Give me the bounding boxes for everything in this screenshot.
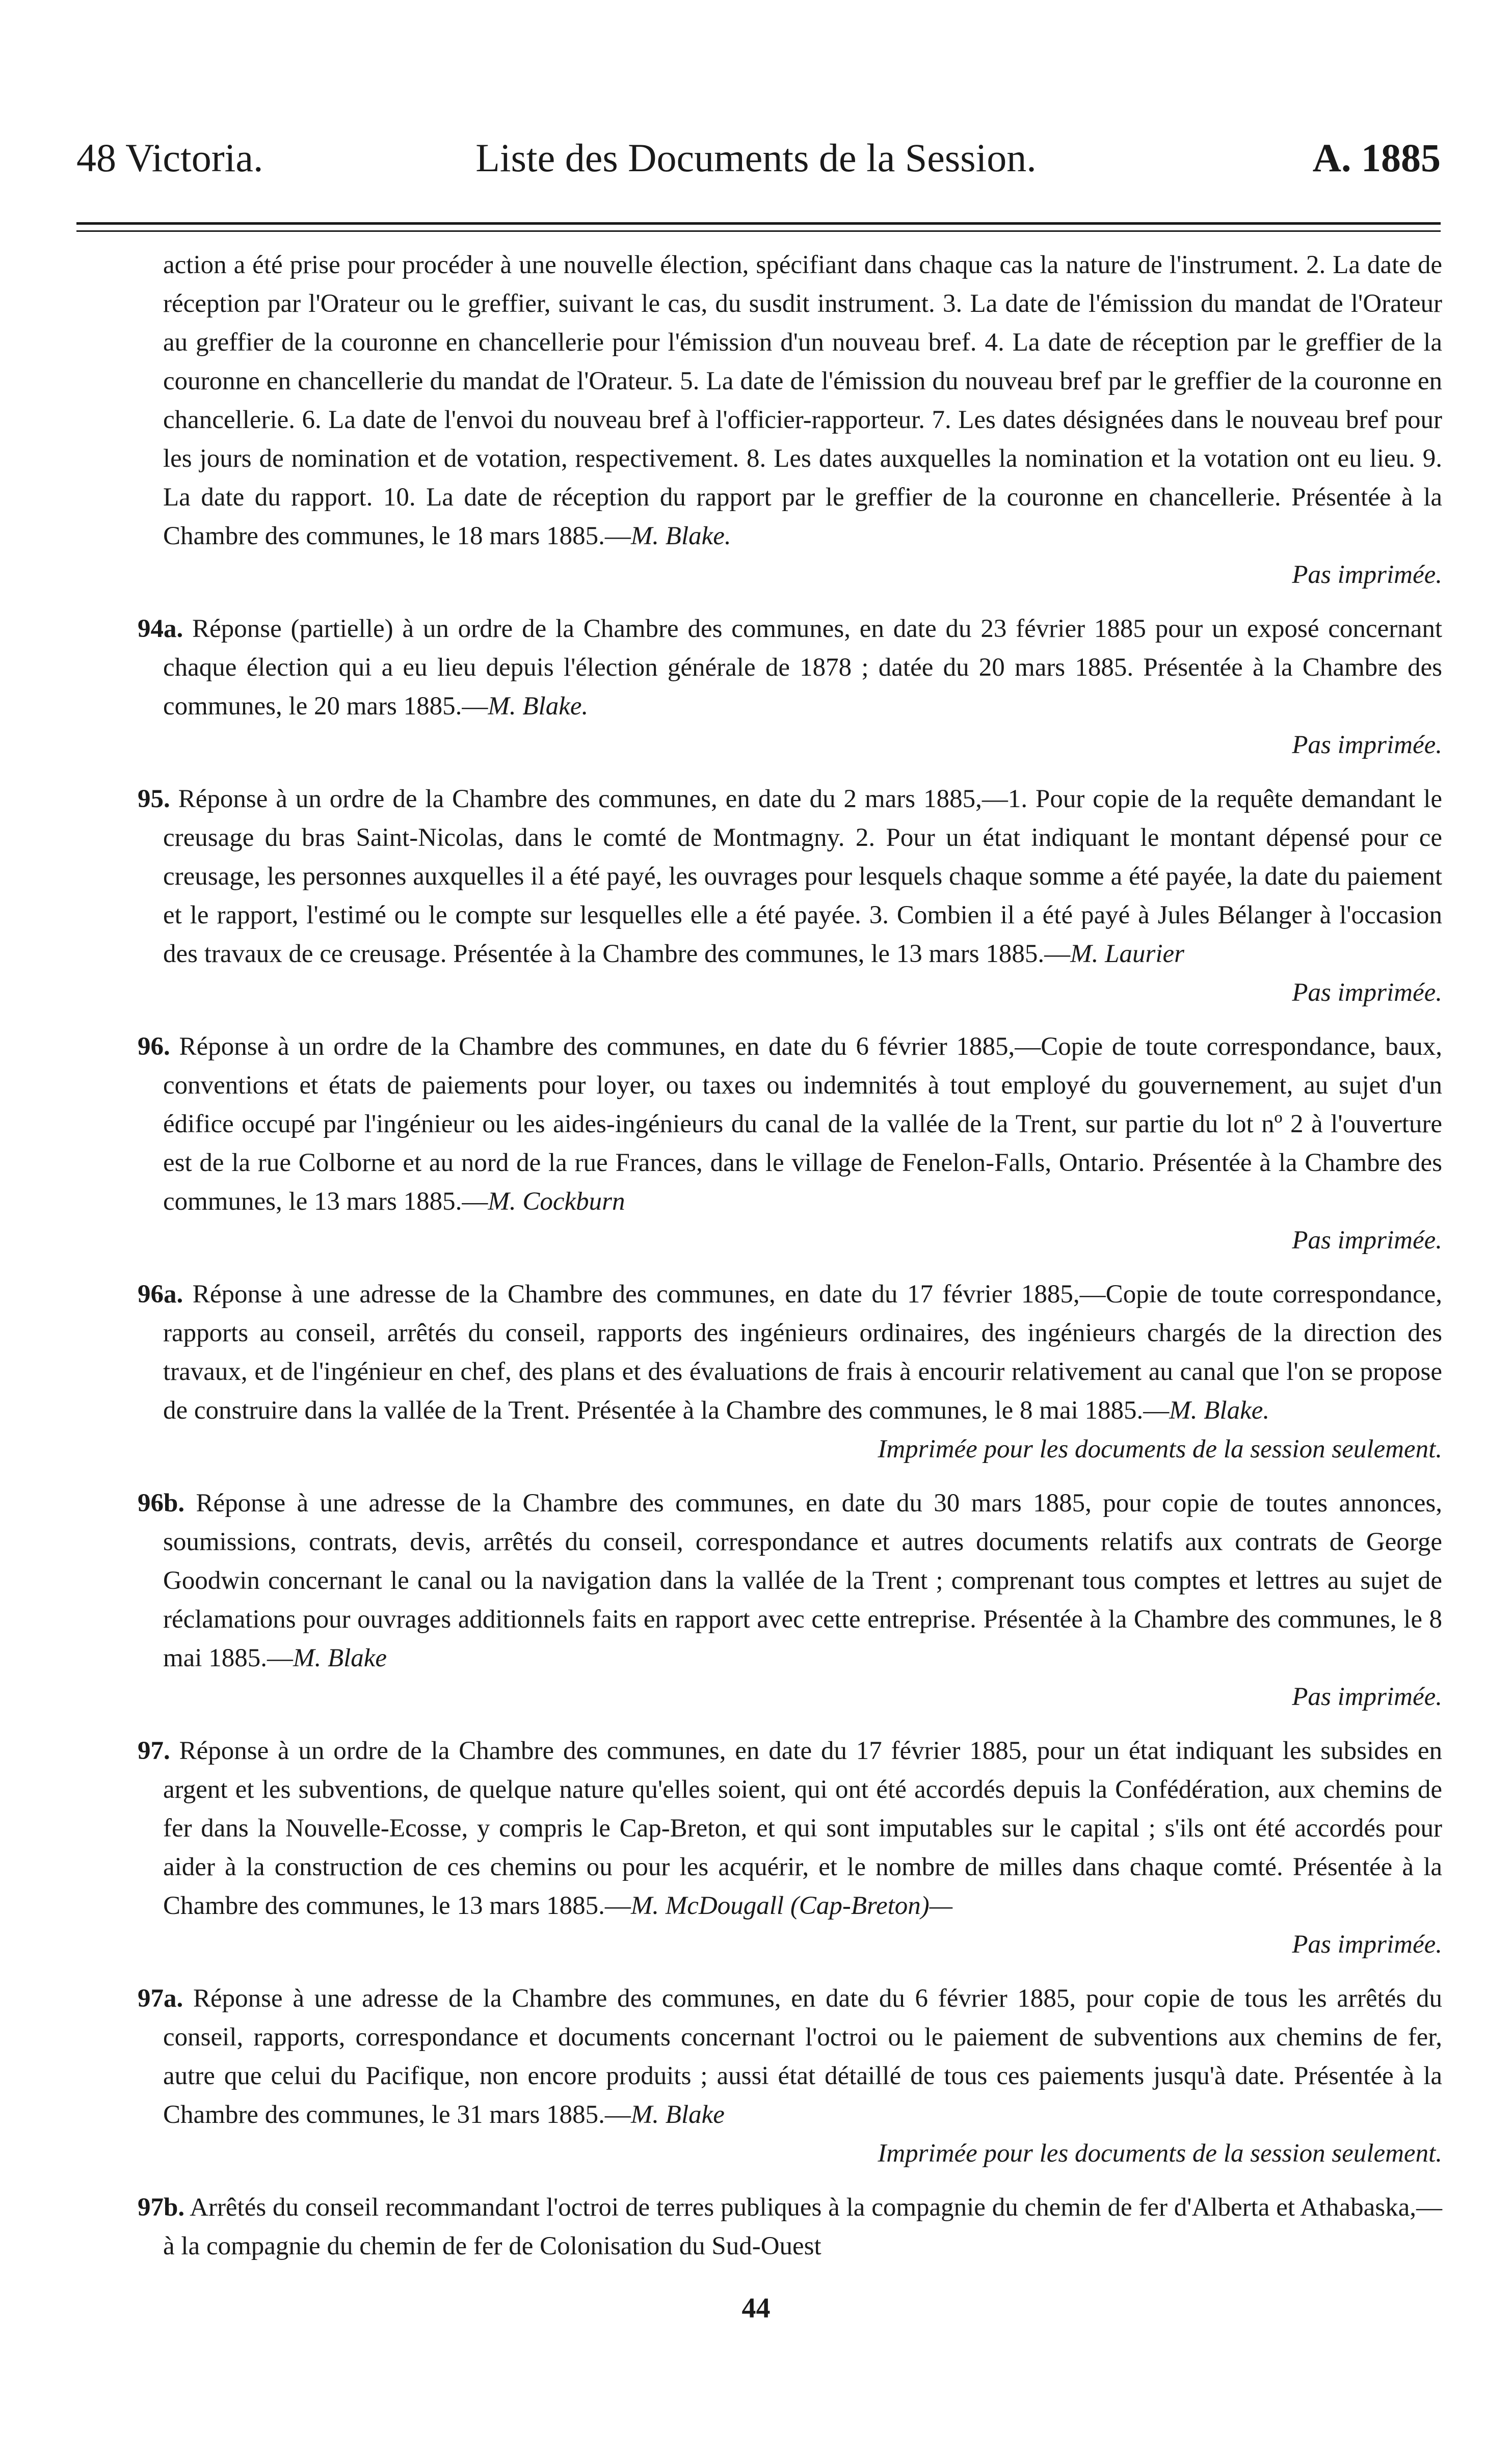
entry-member: M. McDougall (Cap-Breton)— [630, 1892, 953, 1920]
entry-member: M. Blake. [630, 522, 731, 550]
document-entry [163, 246, 1442, 594]
entry-status: Imprimée pour les documents de la session seulement. [878, 1435, 1442, 1463]
document-entry [138, 780, 1443, 1012]
header-title: Liste des Documents de la Session. [475, 136, 1037, 180]
entry-member: M. Blake [630, 2100, 725, 2129]
header-rule-thin [76, 230, 1441, 232]
entry-text: Réponse à une adresse de la Chambre des communes, en date du 17 février 1885,—Copie de toute correspondance, rapports au conseil, arrêtés du conseil, rapports des ingénieurs ordinaires, des ingénieurs chargés de la direction des travaux, et de l'ingénieur en chef, des plans et des évaluations de frais à encourir relativement au canal que l'on se propose de construire dans la vallée de la Trent. Présentée à la Chambre des communes, le 8 mai 1885.— [163, 1280, 1442, 1425]
entry-member: M. Laurier [1070, 940, 1184, 968]
document-entry [138, 1027, 1442, 1260]
entry-number: 96. [138, 1032, 170, 1061]
header-rule-thick [76, 222, 1441, 225]
entry-status: Pas imprimée. [1292, 561, 1442, 589]
entry-status: Pas imprimée. [1292, 1226, 1442, 1255]
entry-number: 97. [138, 1737, 170, 1765]
entry-status: Pas imprimée. [1292, 978, 1442, 1007]
page-number: 44 [741, 2293, 771, 2324]
entry-member: M. Blake. [488, 692, 589, 721]
entry-number: 97a. [138, 1984, 183, 2013]
document-entry [138, 2188, 1443, 2266]
entry-number: 95. [138, 785, 170, 813]
document-entry [138, 609, 1442, 764]
entry-text: Réponse à une adresse de la Chambre des communes, en date du 30 mars 1885, pour copie de toutes annonces, soumissions, contrats, devis, arrêtés du conseil, correspondance et autres documents relatifs aux contrats de George Goodwin concernant le canal ou la navigation dans la vallée de la Trent ; comprenant tous comptes et lettres au sujet de réclamations pour ouvrages additionnels faits en rapport avec cette entreprise. Présentée à la Chambre des communes, le 8 mai 1885.— [163, 1489, 1442, 1672]
entry-status: Imprimée pour les documents de la session seulement. [878, 2139, 1442, 2168]
entry-member: M. Blake [293, 1644, 387, 1672]
document-entry [138, 1275, 1442, 1469]
entry-member: M. Cockburn [488, 1187, 625, 1216]
entry-number: 96a. [138, 1280, 183, 1309]
entry-text: Réponse à un ordre de la Chambre des communes, en date du 2 mars 1885,—1. Pour copie de la requête demandant le creusage du bras Saint-Nicolas, dans le comté de Montmagny. 2. Pour un état indiquant le montant dépensé pour ce creusage, les personnes auxquelles il a été payé, les ouvrages pour lesquels chaque somme a été payée, la date du paiement et le rapport, l'estimé ou le compte sur lesquelles elle a été payée. 3. Combien il a été payé à Jules Bélanger à l'occasion des travaux de ce creusage. Présentée à la Chambre des communes, le 13 mars 1885.— [163, 785, 1443, 968]
entry-number: 96b. [138, 1489, 185, 1518]
entry-status: Pas imprimée. [1292, 1930, 1442, 1959]
document-entry [138, 1732, 1443, 1964]
document-entry [138, 1979, 1442, 2173]
running-header [0, 120, 1512, 191]
entry-text: Réponse à un ordre de la Chambre des communes, en date du 6 février 1885,—Copie de toute correspondance, baux, conventions et états de paiements pour loyer, ou taxes ou indemnités à tout employé du gouvernement, au sujet d'un édifice occupé par l'ingénieur ou les aides-ingénieurs du canal de la vallée de la Trent, sur partie du lot nº 2 à l'ouverture est de la rue Colborne et au nord de la rue Frances, dans le village de Fenelon-Falls, Ontario. Présentée à la Chambre des communes, le 13 mars 1885.— [163, 1032, 1442, 1216]
entry-status: Pas imprimée. [1292, 1683, 1442, 1711]
entry-number: 97b. [138, 2193, 185, 2222]
entry-member: M. Blake. [1169, 1396, 1270, 1425]
entry-text: action a été prise pour procéder à une nouvelle élection, spécifiant dans chaque cas la nature de l'instrument. 2. La date de réception par l'Orateur ou le greffier, suivant le cas, du susdit instrument. 3. La date de l'émission du mandat de l'Orateur au greffier de la couronne en chancellerie pour l'émission d'un nouveau bref. 4. La date de réception par le greffier de la couronne en chancellerie du mandat de l'Orateur. 5. La date de l'émission du nouveau bref par le greffier de la couronne en chancellerie. 6. La date de l'envoi du nouveau bref à l'officier-rapporteur. 7. Les dates désignées dans le nouveau bref pour les jours de nomination et de votation, respectivement. 8. Les dates auxquelles la nomination et la votation ont eu lieu. 9. La date du rapport. 10. La date de réception du rapport par le greffier de la couronne en chancellerie. Présentée à la Chambre des communes, le 18 mars 1885.— [163, 251, 1442, 550]
entry-number: 94a. [138, 615, 183, 643]
document-entry [138, 1484, 1442, 1716]
entry-text: Réponse à une adresse de la Chambre des communes, en date du 6 février 1885, pour copie de tous les arrêtés du conseil, rapports, correspondance et documents concernant l'octroi ou le paiement de subventions aux chemins de fer, autre que celui du Pacifique, non encore produits ; aussi état détaillé de tous ces paiements jusqu'à date. Présentée à la Chambre des communes, le 31 mars 1885.— [163, 1984, 1442, 2129]
header-year: A. 1885 [1312, 136, 1441, 180]
entry-text: Arrêtés du conseil recommandant l'octroi de terres publiques à la compagnie du chemin de fer d'Alberta et Athabaska,—à la compagnie du chemin de fer de Colonisation du Sud-Ouest [163, 2193, 1443, 2260]
entry-status: Pas imprimée. [1292, 731, 1442, 759]
header-reign: 48 Victoria. [76, 136, 263, 180]
document-list [138, 246, 1443, 2281]
entry-text: Réponse à un ordre de la Chambre des communes, en date du 17 février 1885, pour un état indiquant les subsides en argent et les subventions, de quelque nature qu'elles soient, qui ont été accordés depuis la Confédération, aux chemins de fer dans la Nouvelle-Ecosse, y compris le Cap-Breton, et qui sont imputables sur le capital ; s'ils ont été accordés pour aider à la construction de ces chemins ou pour les acquérir, et le nombre de milles dans chaque comté. Présentée à la Chambre des communes, le 13 mars 1885.— [163, 1737, 1443, 1920]
entry-text: Réponse (partielle) à un ordre de la Chambre des communes, en date du 23 février 1885 pour un exposé concernant chaque élection qui a eu lieu depuis l'élection générale de 1878 ; datée du 20 mars 1885. Présentée à la Chambre des communes, le 20 mars 1885.— [163, 615, 1442, 721]
